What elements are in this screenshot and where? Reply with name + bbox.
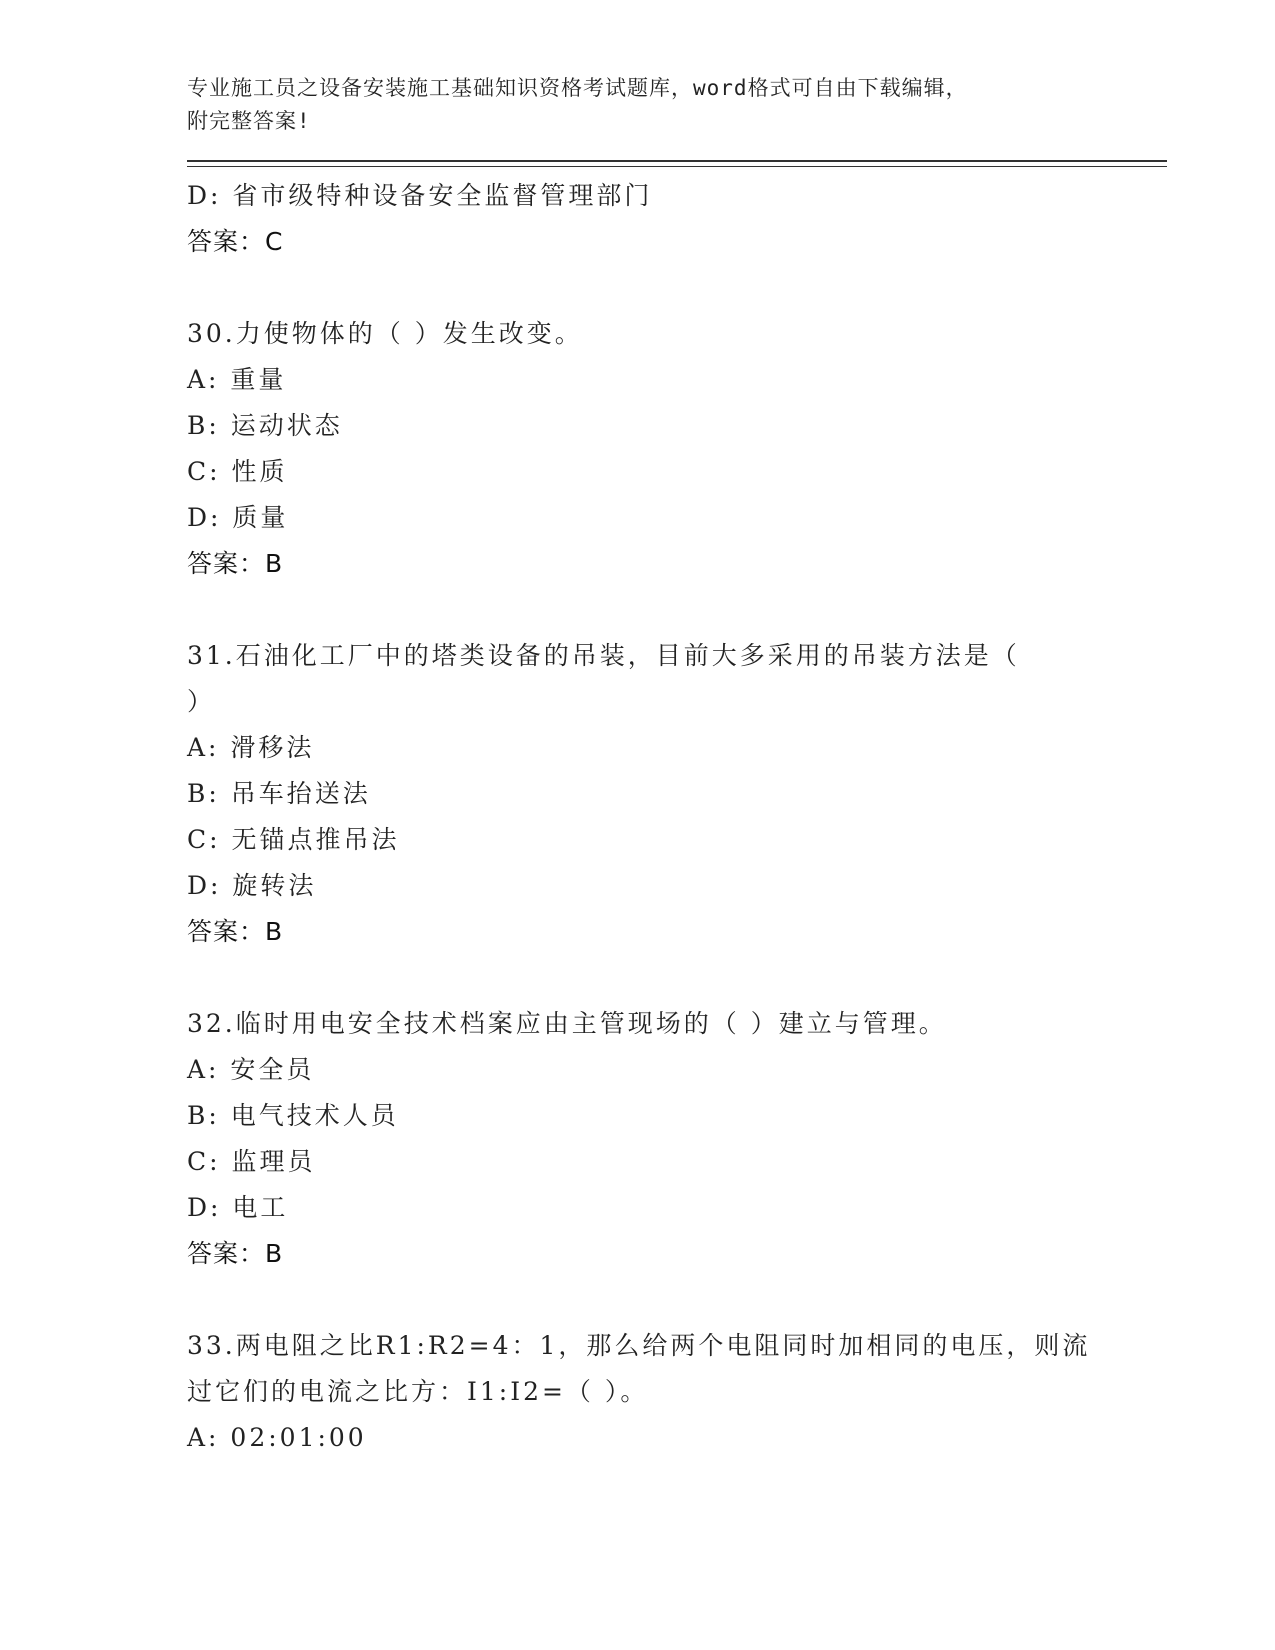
- answer: 答案：B: [187, 917, 284, 946]
- answer: 答案：B: [187, 1239, 284, 1268]
- answer: 答案：B: [187, 549, 284, 578]
- question-32: [187, 1001, 1167, 1277]
- spacer: [187, 587, 1167, 633]
- document-page: [187, 72, 1167, 1461]
- option-c: C: 监理员: [187, 1147, 316, 1176]
- spacer: [187, 1277, 1167, 1323]
- option-a: A: 滑移法: [187, 733, 315, 762]
- header-line-1: 专业施工员之设备安装施工基础知识资格考试题库，word格式可自由下载编辑，: [187, 76, 968, 100]
- question-stem-continued: 过它们的电流之比方：I1:I2=（ ）。: [187, 1377, 649, 1406]
- question-stem-continued: ）: [187, 687, 216, 716]
- question-stem: 31.石油化工厂中的塔类设备的吊装，目前大多采用的吊装方法是（: [187, 641, 1020, 670]
- document-header: [187, 72, 1067, 138]
- option-c: C: 性质: [187, 457, 288, 486]
- header-divider: [187, 160, 1167, 167]
- question-33: [187, 1323, 1167, 1461]
- option-b: B: 电气技术人员: [187, 1101, 399, 1130]
- prev-option-d: D: 省市级特种设备安全监督管理部门: [187, 181, 653, 210]
- question-content: [187, 173, 1167, 1461]
- option-a: A: 重量: [187, 365, 287, 394]
- option-d: D: 旋转法: [187, 871, 317, 900]
- option-c: C: 无锚点推吊法: [187, 825, 400, 854]
- prev-answer: 答案：C: [187, 227, 284, 256]
- option-a: A: 02:01:00: [187, 1423, 367, 1452]
- question-31: [187, 633, 1167, 955]
- header-line-2: 附完整答案!: [187, 109, 311, 133]
- question-stem: 30.力使物体的（ ）发生改变。: [187, 319, 583, 348]
- option-b: B: 吊车抬送法: [187, 779, 371, 808]
- question-stem: 32.临时用电安全技术档案应由主管现场的（ ）建立与管理。: [187, 1009, 947, 1038]
- question-30: [187, 311, 1167, 587]
- option-a: A: 安全员: [187, 1055, 315, 1084]
- option-d: D: 电工: [187, 1193, 289, 1222]
- question-stem: 33.两电阻之比R1:R2=4：1，那么给两个电阻同时加相同的电压，则流: [187, 1331, 1091, 1360]
- option-d: D: 质量: [187, 503, 289, 532]
- spacer: [187, 265, 1167, 311]
- option-b: B: 运动状态: [187, 411, 343, 440]
- spacer: [187, 955, 1167, 1001]
